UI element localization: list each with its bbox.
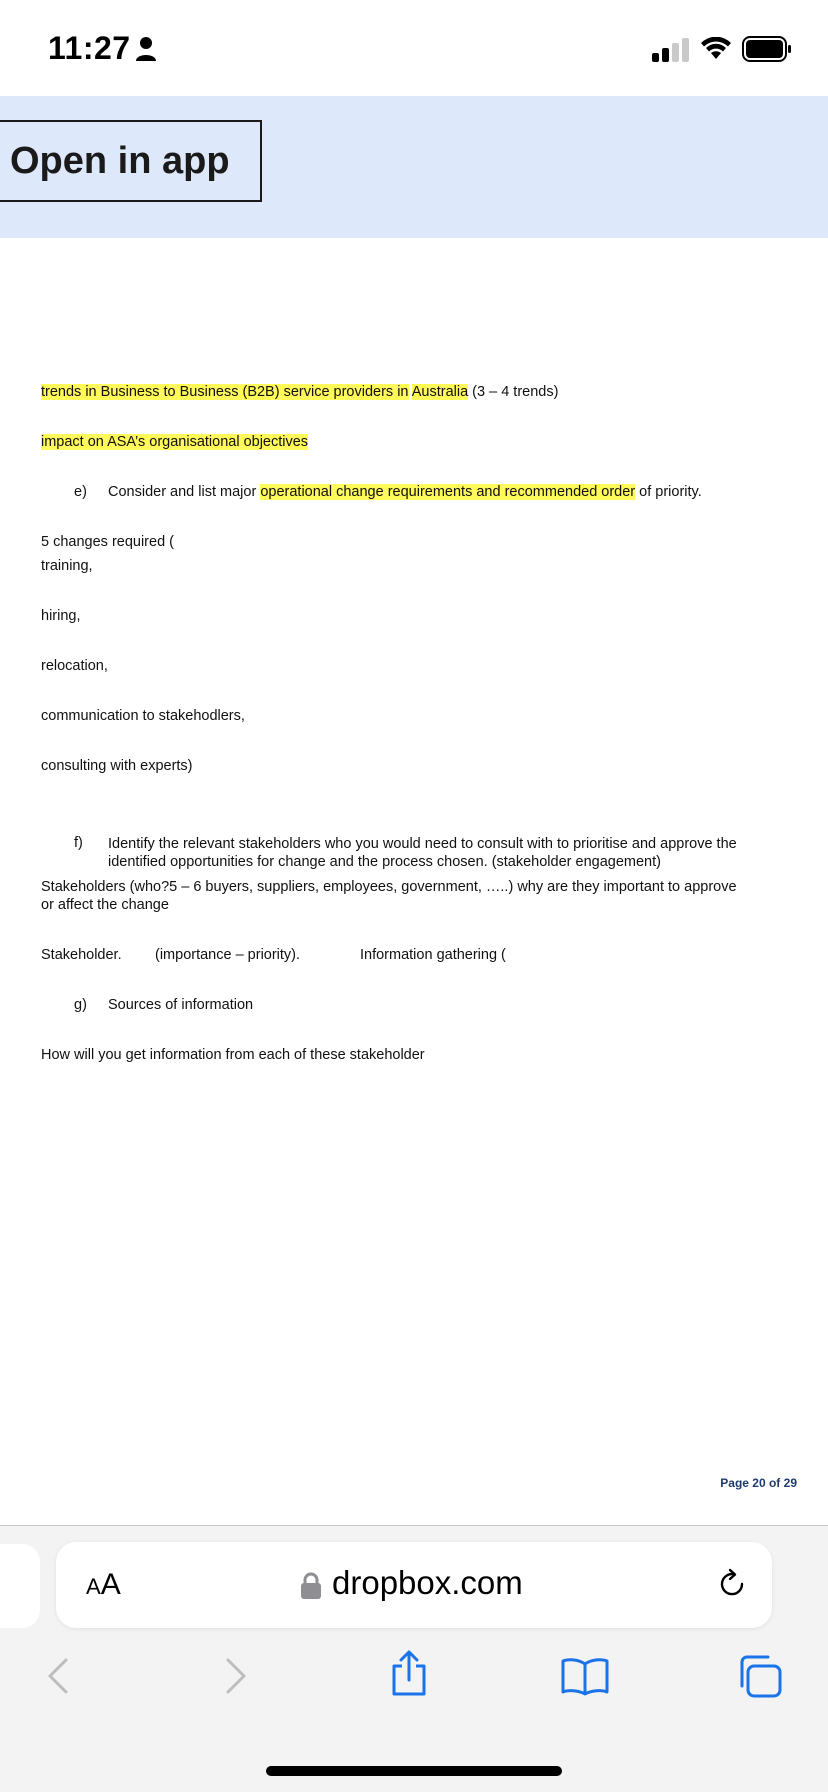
highlight-impact: impact on ASA’s organisational objectives	[41, 434, 309, 450]
reader-settings-button[interactable]	[86, 1568, 121, 1602]
page-number: Page 20 of 29	[720, 1476, 797, 1490]
change-item: hiring,	[41, 608, 81, 624]
change-item: consulting with experts)	[41, 758, 193, 774]
item-f-label: f)	[74, 835, 83, 851]
changes-heading: 5 changes required (	[41, 534, 174, 550]
status-bar	[0, 0, 828, 96]
highlight-operational-change: operational change requirements and recommended order	[260, 484, 636, 500]
open-in-app-button[interactable]: Open in app	[0, 120, 262, 202]
share-icon[interactable]	[388, 1650, 430, 1696]
item-f-line1: Identify the relevant stakeholders who you would need to consult with to prioritise and approve the	[108, 836, 737, 852]
trends-count: (3 – 4 trends)	[468, 384, 559, 400]
item-e-label: e)	[74, 484, 87, 500]
highlight-trends: trends in Business to Business (B2B) service providers in	[41, 384, 409, 400]
person-icon	[135, 36, 157, 62]
home-indicator	[266, 1766, 562, 1776]
reload-icon[interactable]	[716, 1568, 748, 1600]
wifi-icon	[700, 37, 732, 61]
battery-icon	[742, 36, 792, 62]
highlight-australia: Australia	[411, 384, 469, 400]
back-icon[interactable]	[44, 1656, 72, 1696]
change-item: relocation,	[41, 658, 108, 674]
item-g-label: g)	[74, 997, 87, 1013]
lock-icon	[300, 1572, 322, 1600]
stakeholders-line1: Stakeholders (who?5 – 6 buyers, suppliers, employees, government, …..) why are they important to approve	[41, 879, 737, 895]
aa-small-letter: A	[86, 1574, 101, 1599]
item-g-text: Sources of information	[108, 997, 254, 1013]
item-e-pre: Consider and list major	[108, 484, 261, 500]
address-domain[interactable]: dropbox.com	[332, 1564, 523, 1601]
item-f-text	[108, 835, 737, 871]
tabs-icon[interactable]	[736, 1654, 784, 1700]
item-f-line2: identified opportunities for change and the process chosen. (stakeholder engagement)	[108, 854, 661, 870]
stakeholders-line2: or affect the change	[41, 897, 169, 913]
impact-line	[41, 434, 308, 450]
aa-big-letter: A	[100, 1568, 121, 1601]
address-bar[interactable]	[56, 1542, 772, 1628]
forward-icon[interactable]	[222, 1656, 250, 1696]
change-item: communication to stakehodlers,	[41, 708, 245, 724]
trends-line	[41, 384, 558, 400]
previous-tab-preview[interactable]	[0, 1544, 40, 1628]
stakeholders-text	[41, 878, 737, 914]
browser-bottom-bar	[0, 1526, 828, 1792]
document-page	[0, 238, 828, 1526]
change-item: training,	[41, 558, 93, 574]
cellular-signal-icon	[652, 38, 692, 62]
col-information: Information gathering (	[360, 947, 506, 963]
bookmarks-icon[interactable]	[560, 1656, 610, 1696]
how-info-line: How will you get information from each of these stakeholder	[41, 1047, 425, 1063]
status-time: 11:27	[48, 30, 131, 66]
item-e-post: of priority.	[635, 484, 702, 500]
col-stakeholder: Stakeholder.	[41, 947, 122, 963]
item-e-text	[108, 484, 702, 500]
col-importance: (importance – priority).	[155, 947, 301, 963]
open-in-app-banner	[0, 96, 828, 238]
